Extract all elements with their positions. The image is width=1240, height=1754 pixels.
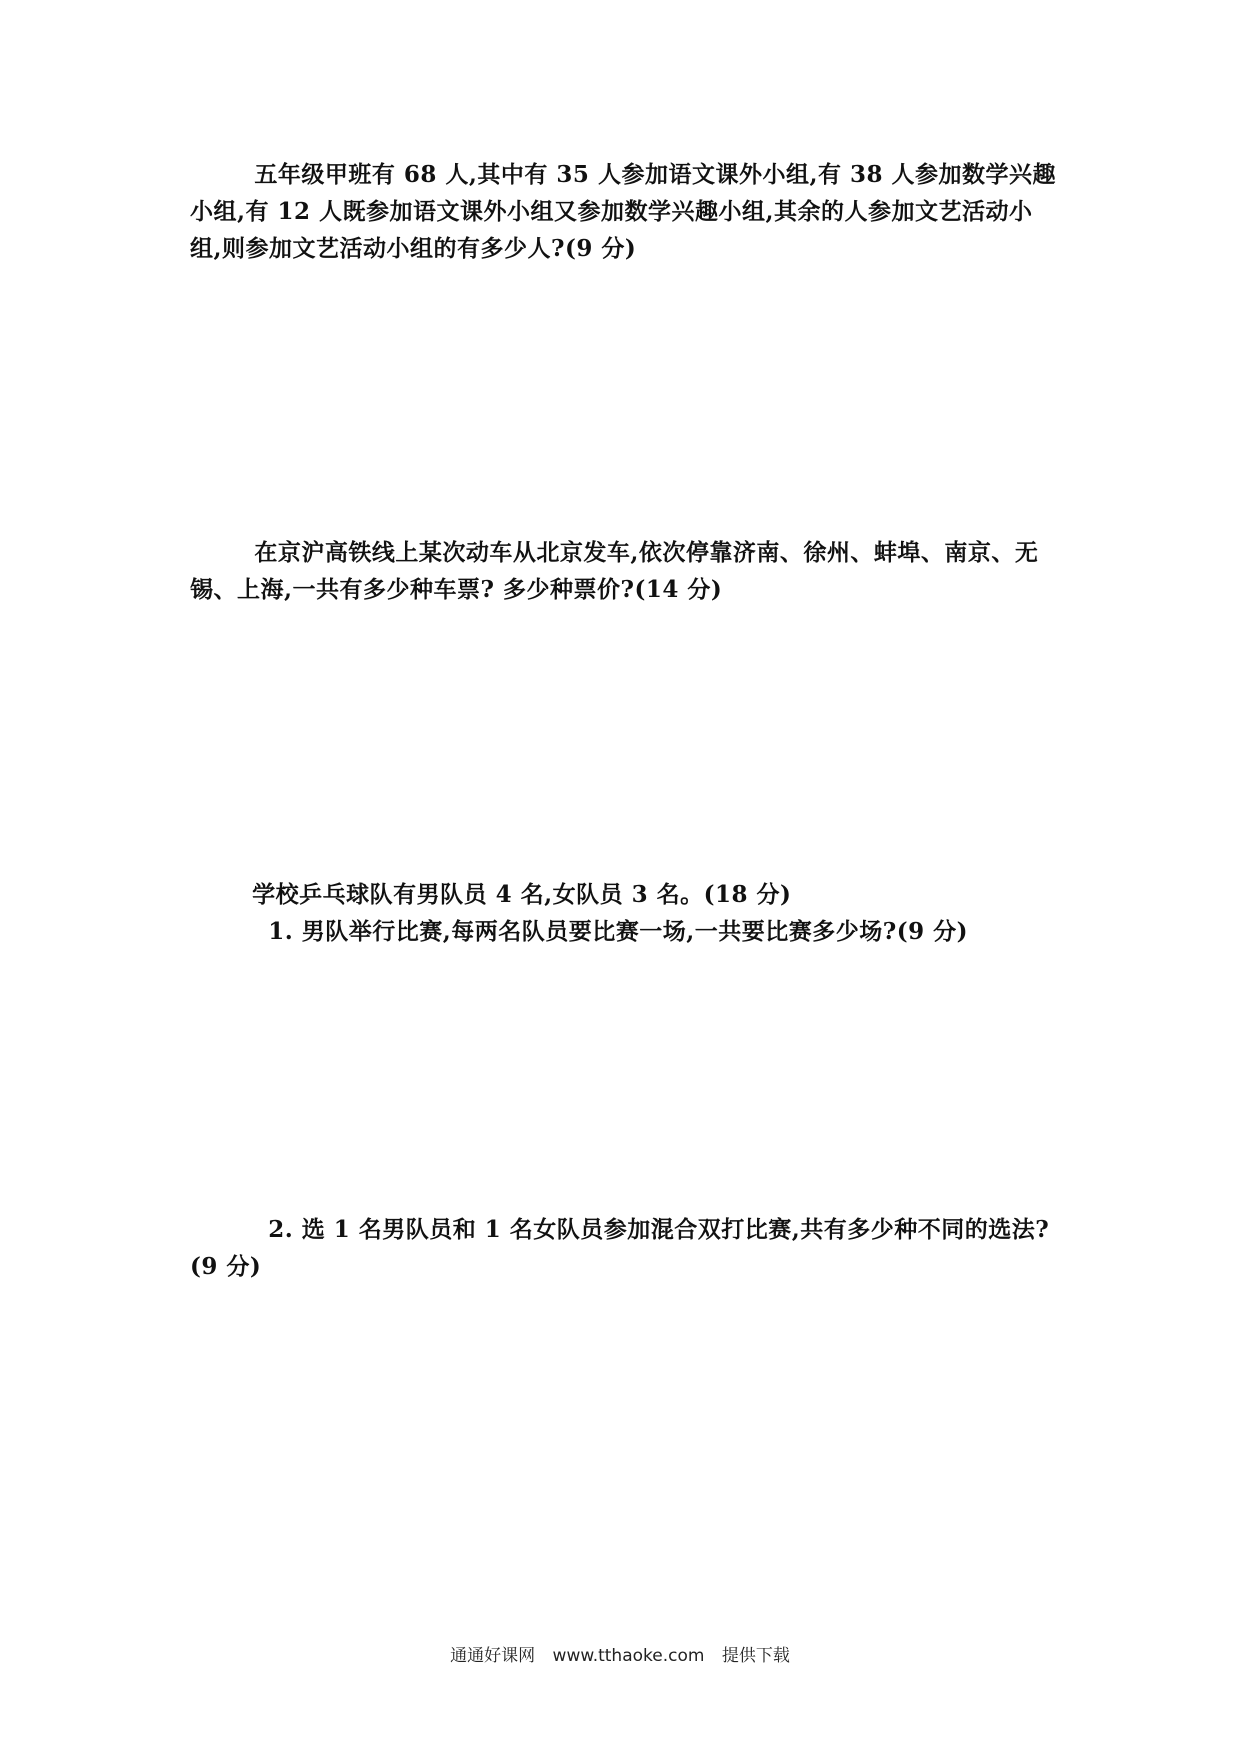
sub-question-2: 2. 选 1 名男队员和 1 名女队员参加混合双打比赛,共有多少种不同的选法?(9 分) xyxy=(190,1216,1050,1280)
problem-1-text: 五年级甲班有 68 人,其中有 35 人参加语文课外小组,有 38 人参加数学兴趣小组,有 12 人既参加语文课外小组又参加数学兴趣小组,其余的人参加文艺活动小组,则参加文艺活动小组的有多少人?(9 分) xyxy=(190,161,1056,262)
footer-url[interactable]: www.tthaoke.com xyxy=(552,1646,705,1666)
problem-1 xyxy=(190,156,1060,267)
problem-3 xyxy=(190,876,1060,950)
footer-action: 提供下载 xyxy=(721,1646,790,1666)
footer-site-name: 通通好课网 xyxy=(450,1646,536,1666)
page-footer xyxy=(0,1641,1240,1666)
problem-3-intro: 学校乒乓球队有男队员 4 名,女队员 3 名。(18 分) xyxy=(252,881,792,908)
problem-2 xyxy=(190,534,1060,608)
sub-question-1: 1. 男队举行比赛,每两名队员要比赛一场,一共要比赛多少场?(9 分) xyxy=(268,918,968,945)
problem-2-text: 在京沪高铁线上某次动车从北京发车,依次停靠济南、徐州、蚌埠、南京、无锡、上海,一共有多少种车票? 多少种票价?(14 分) xyxy=(190,539,1039,603)
